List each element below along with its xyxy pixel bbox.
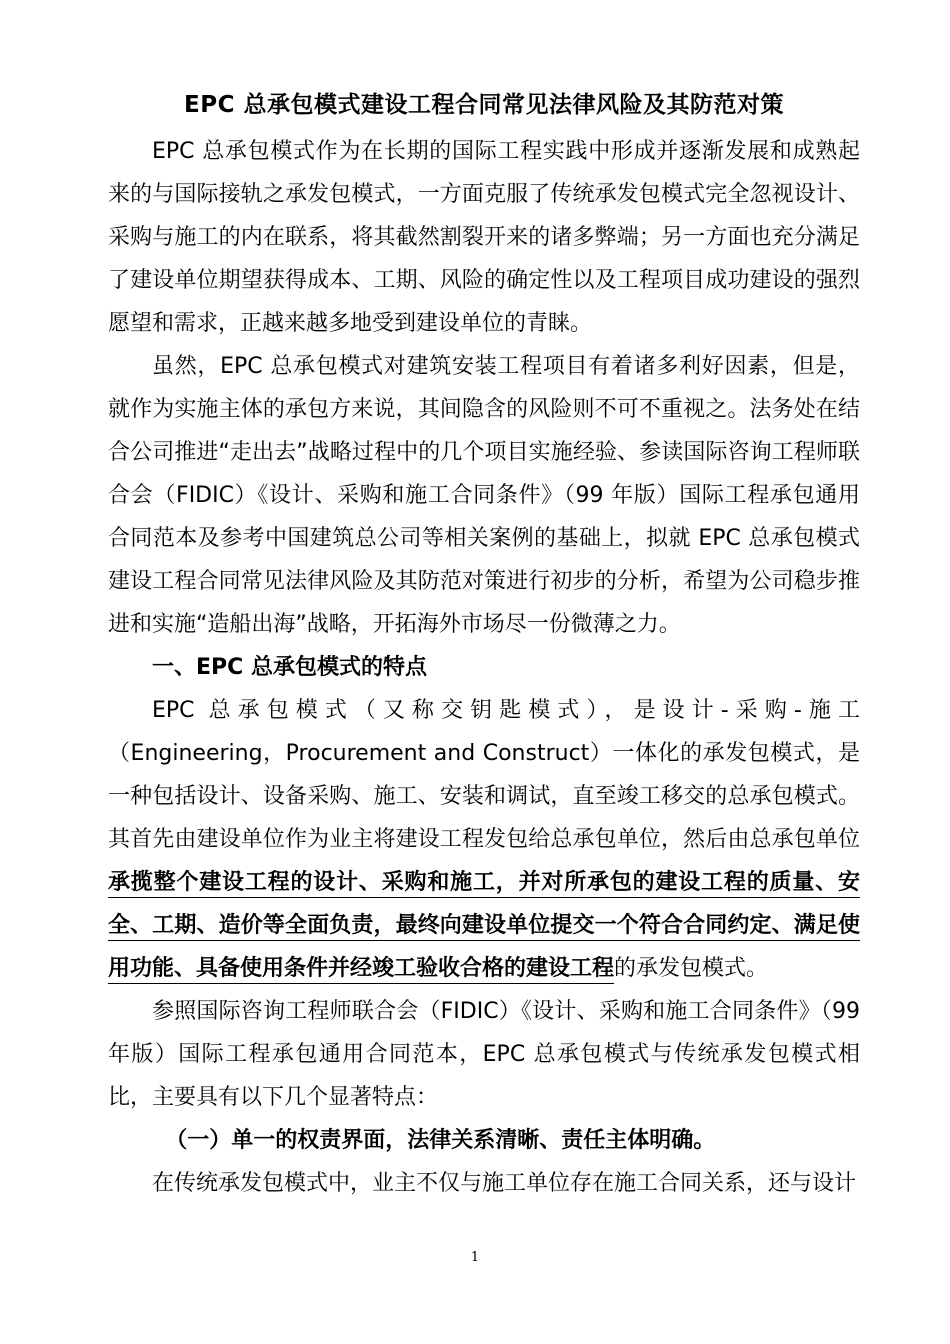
definition-text-start: EPC 总承包模式（又称交钥匙模式），是设计-采购-施工（Engineering，Procurement and Construct）一体化的承发包模式，是一种包括设计、设备采购、施工、安装和调试，直至竣工移交的总承包模式。其首先由建设单位作为业主将建设工程发包给总承包单位，然后由总承包单位 [108, 698, 860, 852]
document-title: EPC 总承包模式建设工程合同常见法律风险及其防范对策 [184, 92, 784, 118]
paragraph-risk: 虽然，EPC 总承包模式对建筑安装工程项目有着诸多利好因素，但是，就作为实施主体的承包方来说，其间隐含的风险则不可不重视之。法务处在结合公司推进“走出去”战略过程中的几个项目实施经验、参读国际咨询工程师联合会（FIDIC）《设计、采购和施工合同条件》（99 年版）国际工程承包通用合同范本及参考中国建筑总公司等相关案例的基础上，拟就 EPC 总承包模式建设工程合同常见法律风险及其防范对策进行初步的分析，希望为公司稳步推进和实施“造船出海”战略，开拓海外市场尽一份微薄之力。 [108, 354, 860, 637]
paragraph-definition [108, 689, 860, 990]
section-heading-1-1: （一）单一的权责界面，法律关系清晰、责任主体明确。 [165, 1128, 716, 1153]
page-number: 1 [470, 1250, 480, 1265]
definition-text-end: 的承发包模式。 [614, 956, 769, 981]
section-heading-1: 一、EPC 总承包模式的特点 [152, 655, 427, 680]
paragraph-fidic: 参照国际咨询工程师联合会（FIDIC）《设计、采购和施工合同条件》（99 年版）国际工程承包通用合同范本，EPC 总承包模式与传统承发包模式相比，主要具有以下几个显著特点： [108, 999, 860, 1110]
definition-emphasis: 承揽整个建设工程的设计、采购和施工，并对所承包的建设工程的质量、安全、工期、造价等全面负责，最终向建设单位提交一个符合合同约定、满足使用功能、具备使用条件并经竣工验收合格的建设工程 [108, 870, 860, 984]
paragraph-traditional: 在传统承发包模式中，业主不仅与施工单位存在施工合同关系，还与设计 [152, 1171, 857, 1196]
paragraph-intro: EPC 总承包模式作为在长期的国际工程实践中形成并逐渐发展和成熟起来的与国际接轨之承发包模式，一方面克服了传统承发包模式完全忽视设计、采购与施工的内在联系，将其截然割裂开来的诸多弊端；另一方面也充分满足了建设单位期望获得成本、工期、风险的确定性以及工程项目成功建设的强烈愿望和需求，正越来越多地受到建设单位的青睐。 [108, 139, 860, 336]
document-body [108, 130, 860, 1205]
